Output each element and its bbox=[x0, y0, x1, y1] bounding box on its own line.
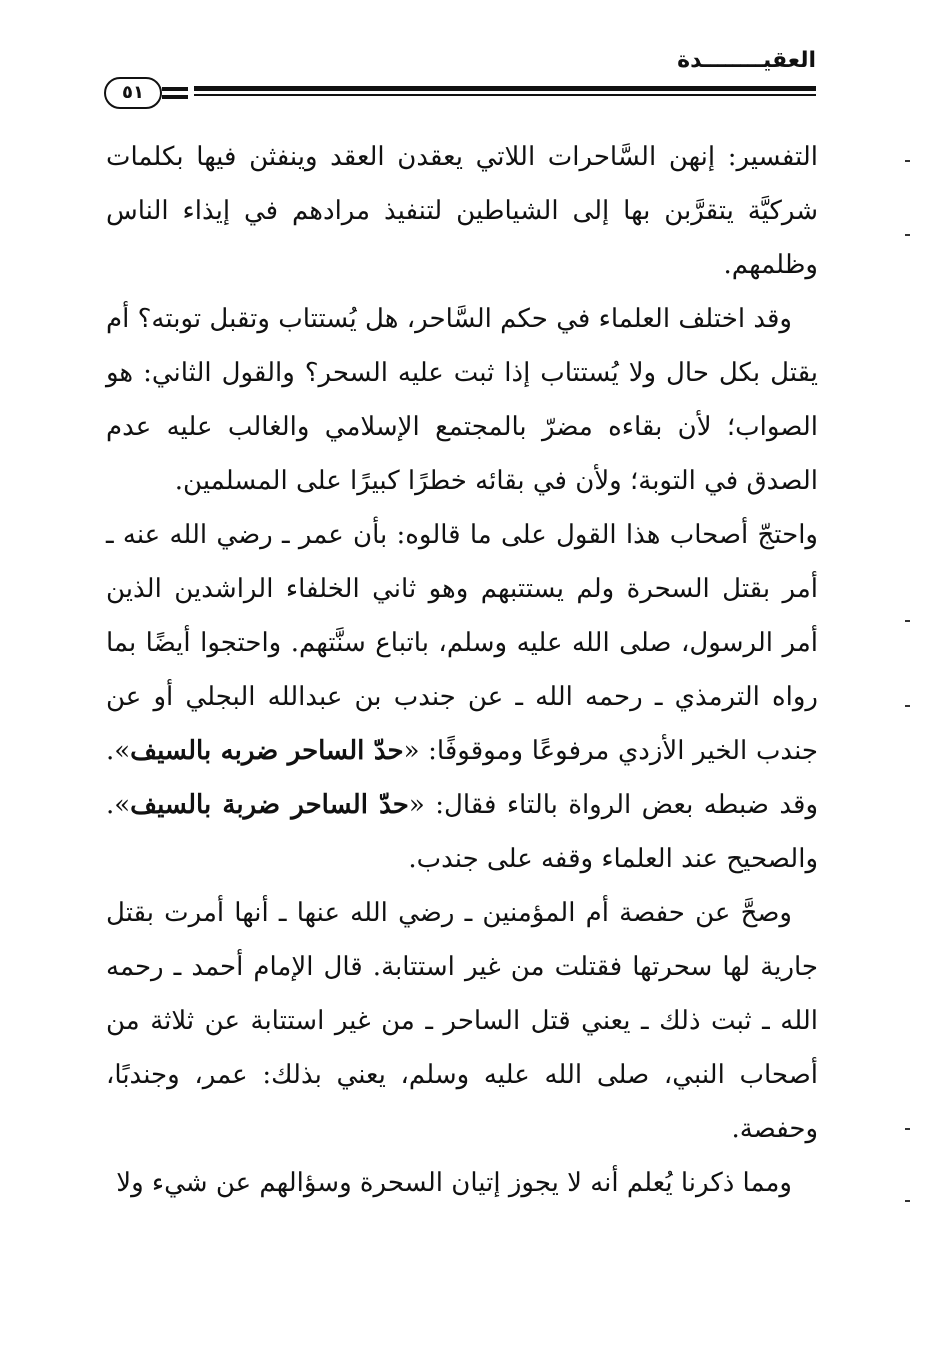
margin-mark bbox=[905, 234, 910, 236]
margin-mark bbox=[905, 1128, 910, 1130]
paragraph-scholars-disagreement bbox=[106, 292, 818, 508]
page-header bbox=[104, 48, 816, 108]
paragraph-tafsir: التفسير: إنهن السَّاحرات اللاتي يعقدن العقد وينفثن فيها بكلمات شركيَّة يتقرَّبن بها إلى الشياطين لتنفيذ مرادهم في إيذاء الناس وظلمهم. bbox=[106, 142, 818, 280]
margin-mark bbox=[905, 1200, 910, 1202]
evidence-text-1: واحتجّ أصحاب هذا القول على ما قالوه: بأن عمر ـ رضي الله عنه ـ أمر بقتل السحرة ولم يستتبهم وهو ثاني الخلفاء الراشدين الذين أمر الرسول، صلى الله عليه وسلم، باتباع سنَّتهم. واحتجوا أيضًا بما رواه الترمذي ـ رحمه الله ـ عن جندب بن عبدالله البجلي أو عن جندب الخير الأزدي مرفوعًا وموقوفًا: « bbox=[106, 520, 818, 766]
header-rule-thick bbox=[194, 86, 816, 91]
paragraph-scholars-text: وقد اختلف العلماء في حكم السَّاحر، هل يُستتاب وتقبل توبته؟ أم يقتل بكل حال ولا يُستتاب إذا ثبت عليه السحر؟ والقول الثاني: هو الصواب؛ لأن بقاءه مضرّ بالمجتمع الإسلامي والغالب عليه عدم الصدق في التوبة؛ ولأن في بقائه خطرًا كبيرًا على المسلمين. bbox=[106, 304, 818, 496]
margin-mark bbox=[905, 705, 910, 707]
evidence-text-2: ». وقد ضبطه بعض الرواة بالتاء فقال: « bbox=[106, 736, 819, 820]
paragraph-conclusion bbox=[106, 1156, 818, 1210]
header-rule bbox=[194, 86, 816, 96]
paragraph-hafsa-text: وصحَّ عن حفصة أم المؤمنين ـ رضي الله عنها ـ أنها أمرت بقتل جارية لها سحرتها فقتلت من غير استتابة. قال الإمام أحمد ـ رحمه الله ـ ثبت ذلك ـ يعني قتل الساحر ـ من غير استتابة عن ثلاثة من أصحاب النبي، صلى الله عليه وسلم، يعني بذلك: عمر، وجندبًا، وحفصة. bbox=[106, 898, 818, 1144]
page-body bbox=[106, 130, 818, 1210]
header-rule-thin bbox=[194, 94, 816, 96]
evidence-text-3: ». والصحيح عند العلماء وقفه على جندب. bbox=[106, 790, 818, 874]
page-number: ٥١ bbox=[104, 77, 162, 109]
paragraph-conclusion-text: ومما ذكرنا يُعلم أنه لا يجوز إتيان السحرة وسؤالهم عن شيء ولا bbox=[116, 1168, 792, 1198]
hadith-quote-2: حدّ الساحر ضربة بالسيف bbox=[130, 790, 409, 820]
page-number-group bbox=[104, 76, 194, 110]
running-title: العقيــــــــدة bbox=[677, 48, 816, 73]
paragraph-hafsa bbox=[106, 886, 818, 1156]
margin-mark bbox=[905, 620, 910, 622]
page-number-rule-bottom bbox=[162, 95, 188, 99]
page-number-rule-top bbox=[162, 87, 188, 91]
margin-mark bbox=[905, 160, 910, 162]
paragraph-evidence bbox=[106, 508, 818, 886]
page-number-rules bbox=[162, 87, 188, 99]
hadith-quote-1: حدّ الساحر ضربه بالسيف bbox=[130, 736, 404, 766]
